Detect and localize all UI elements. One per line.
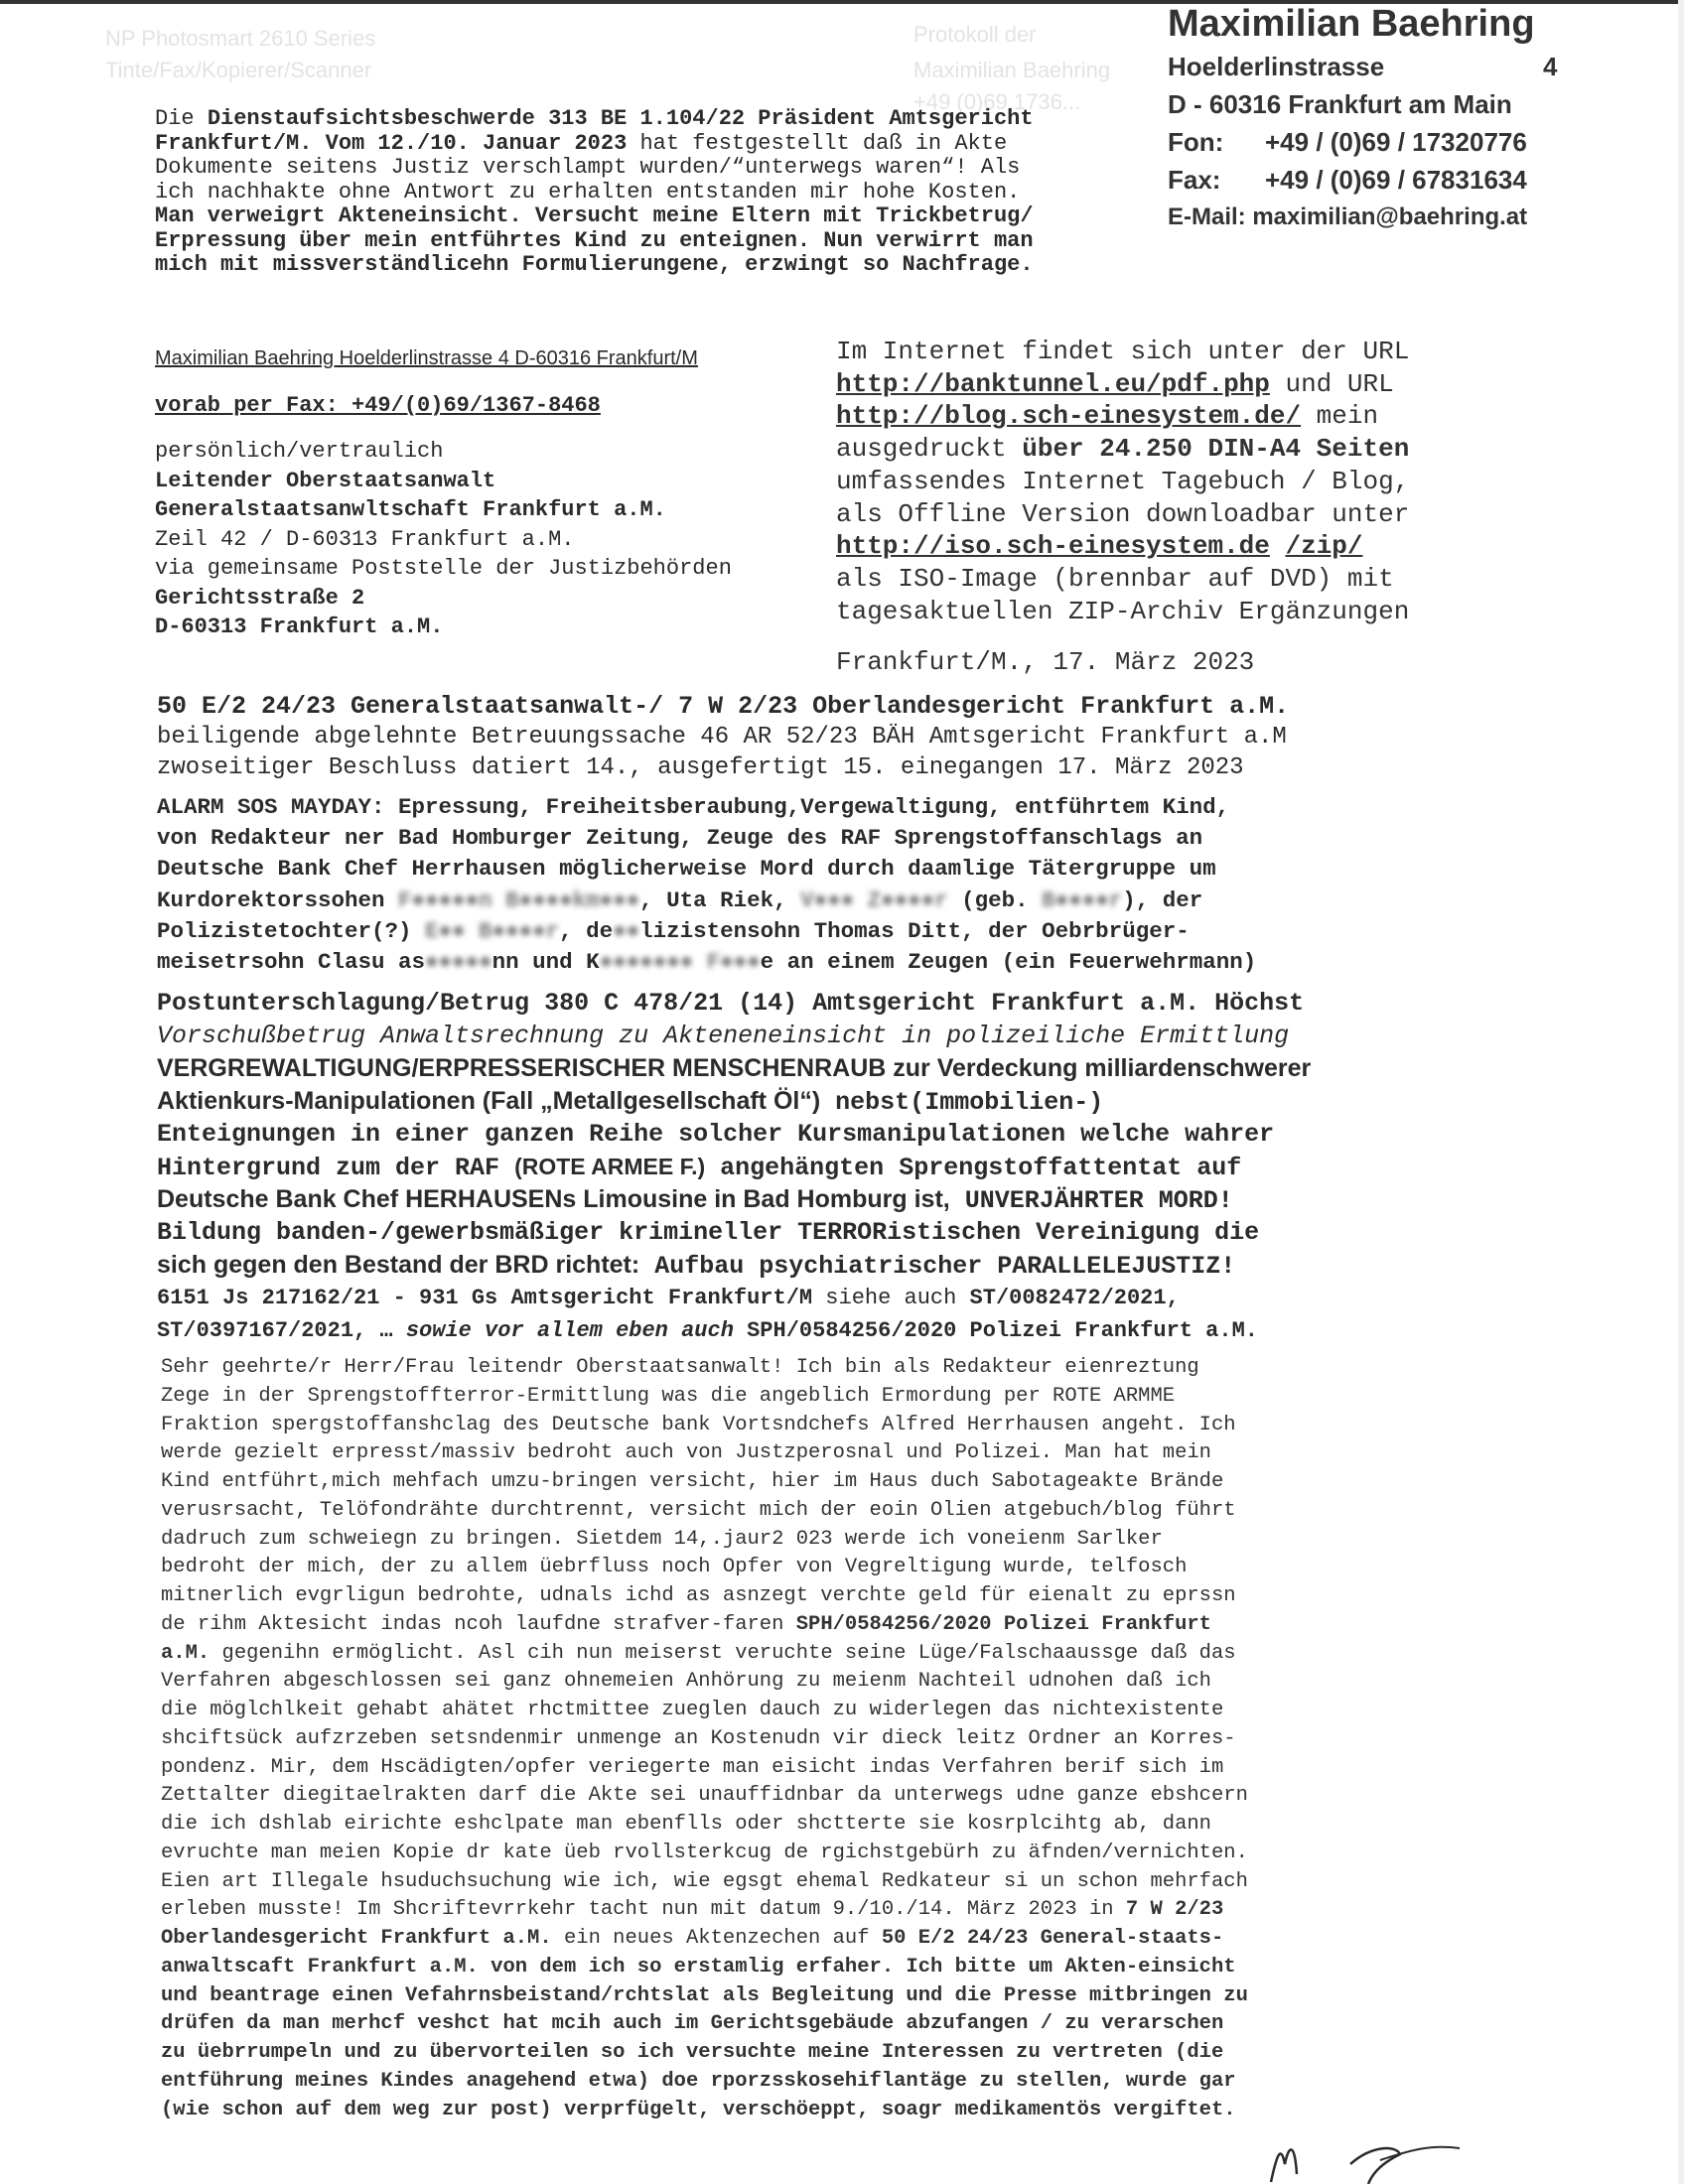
reference-line: 50 E/2 24/23 Generalstaatsanwalt-/ 7 W 2/23 Oberlandesgericht Frankfurt a.M. bbox=[157, 692, 1290, 721]
sender-line: Maximilian Baehring Hoelderlinstrasse 4 D-60316 Frankfurt/M bbox=[155, 347, 698, 369]
section-text: VERGREWALTIGUNG/ERPRESSERISCHER MENSCHENRAUB bbox=[157, 1054, 887, 1082]
section-text: angehängten Sprengstoffattentat auf bbox=[705, 1154, 1242, 1182]
alarm-text: e an einem Zeugen (ein Feuerwehrmann) bbox=[760, 949, 1257, 976]
section-text: Deutsche Bank Chef bbox=[157, 1185, 406, 1213]
address-line: Zeil 42 / D-60313 Frankfurt a.M. bbox=[155, 526, 575, 552]
intro-line bbox=[155, 107, 1158, 132]
redacted-name: ●● bbox=[613, 917, 640, 944]
intro-line bbox=[155, 253, 1158, 278]
body-text: gegenihn ermöglicht. Asl cih nun meiserst veruchte seine Lüge/Falschaaussge daß das bbox=[210, 1641, 1236, 1665]
reference-line: zwoseitiger Beschluss datiert 14., ausgefertigt 15. einegangen 17. März 2023 bbox=[157, 754, 1244, 781]
section-line bbox=[157, 1249, 1311, 1282]
intro-paragraph bbox=[155, 107, 1158, 278]
alarm-line bbox=[157, 916, 1256, 947]
body-line: pondenz. Mir, dem Hscädigten/opfer veriegerte man eisicht indas Verfahren berif sich im bbox=[161, 1755, 1224, 1779]
section-text: sowie vor allem eben auch bbox=[405, 1318, 734, 1343]
body-line: Verfahren abgeschlossen sei ganz ohnemeien Anhörung zu meienm Nachteil udnohen daß ich bbox=[161, 1670, 1211, 1694]
address-line: via gemeinsame Poststelle der Justizbehörden bbox=[155, 556, 732, 581]
section-text: sich gegen den Bestand der BRD richtet: bbox=[157, 1251, 640, 1279]
body-text: drüfen da man merhcf veshct hat mcih auch im Gerichtsgebäude abzufangen / zu verarschen bbox=[161, 2012, 1224, 2036]
section-text: SPH/0584256/2020 bbox=[733, 1318, 957, 1343]
letterhead-street bbox=[1168, 48, 1565, 85]
fax-label: Fax: bbox=[1168, 165, 1221, 195]
section-text: Polizei Frankfurt a.M. bbox=[956, 1318, 1258, 1343]
body-line bbox=[161, 2068, 1248, 2097]
section-text: nebst(Immobilien-) bbox=[820, 1088, 1104, 1117]
intro-text: mich mit missverständlicehn Formulierungene, erzwingt so Nachfrage. bbox=[155, 252, 1034, 277]
internet-block bbox=[836, 336, 1409, 627]
body-line: werde gezielt erpresst/massiv bedroht auch von Justzperosnal und Polizei. Man hat mein bbox=[161, 1441, 1211, 1465]
section-line: Enteignungen in einer ganzen Reihe solcher Kursmanipulationen welche wahrer bbox=[157, 1120, 1275, 1149]
body-line: verusrsacht, Telöfondrähte durchtrennt, versicht mich der eoin Olien atgebuch/blog führt bbox=[161, 1498, 1236, 1522]
body-line bbox=[161, 1982, 1248, 2011]
redacted-name: ●●●●● bbox=[425, 949, 492, 976]
body-line bbox=[161, 1611, 1248, 1640]
section-text: ST/0082472/2021, bbox=[969, 1286, 1180, 1310]
phone-label: Fon: bbox=[1168, 127, 1224, 157]
redacted-name: V●●● Z●●●●r bbox=[800, 887, 948, 913]
url-link[interactable]: http://banktunnel.eu/pdf.php bbox=[836, 368, 1270, 399]
body-text: SPH/0584256/2020 Polizei Frankfurt bbox=[795, 1612, 1211, 1636]
body-line: evruchte man meien Kopie dr kate üeb rvollsterkcug de rgichstgebürh zu äfnden/vernichten. bbox=[161, 1841, 1248, 1864]
alarm-line bbox=[157, 947, 1256, 978]
body-line bbox=[161, 2010, 1248, 2039]
section-line: Bildung banden-/gewerbsmäßiger krimineller TERRORistischen Vereinigung die bbox=[157, 1218, 1260, 1247]
redacted-name: B●●●●r bbox=[1042, 887, 1123, 913]
intro-line bbox=[155, 229, 1158, 254]
intro-text: Frankfurt/M. Vom 12./10. Januar 2023 bbox=[155, 130, 628, 156]
body-text: anwaltscaft Frankfurt a.M. von dem ich so erstamlig erfaher. Ich bitte um Akten-einsicht bbox=[161, 1955, 1236, 1979]
body-line: Sehr geehrte/r Herr/Frau leitendr Oberstaatsanwalt! Ich bin als Redakteur eienreztung bbox=[161, 1356, 1199, 1379]
alarm-text: lizistensohn Thomas Ditt, der Oebrbrüger- bbox=[639, 917, 1190, 944]
street: Hoelderlinstrasse bbox=[1168, 52, 1385, 81]
url-link[interactable]: /zip/ bbox=[1285, 531, 1363, 562]
alarm-line: ALARM SOS MAYDAY: Epressung, Freiheitsberaubung,Vergewaltigung, entführtem Kind, bbox=[157, 794, 1230, 820]
intro-text: hat festgestellt daß in Akte bbox=[627, 130, 1008, 156]
web-line bbox=[836, 400, 1409, 433]
body-line bbox=[161, 2039, 1248, 2068]
alarm-text: ), der bbox=[1122, 887, 1203, 913]
body-line: die möglchlkeit gehabt ahätet rhctmittee zueglen dauch zu widerlegen das nichtexistente bbox=[161, 1699, 1224, 1721]
case-section bbox=[157, 987, 1311, 1347]
body-text: erleben musste! Im Shcriftevrrkehr tacht nun mit datum 9./10./14. März 2023 in bbox=[161, 1898, 1126, 1922]
address-line: Gerichtsstraße 2 bbox=[155, 585, 365, 611]
alarm-text: , de bbox=[559, 917, 614, 944]
section-line bbox=[157, 1314, 1311, 1347]
section-text: Postunterschlagung/Betrug 380 C 478/21 (14) Amtsgericht Frankfurt a.M. bbox=[157, 989, 1200, 1018]
intro-text: Die bbox=[155, 106, 208, 131]
body-text: 7 W 2/23 bbox=[1125, 1898, 1224, 1922]
body-line bbox=[161, 1925, 1248, 1954]
intro-line bbox=[155, 205, 1158, 229]
section-text: UNVERJÄHRTER MORD! bbox=[949, 1186, 1233, 1215]
url-link[interactable]: http://blog.sch-einesystem.de/ bbox=[836, 401, 1302, 432]
alarm-text: Polizistetochter(?) bbox=[157, 917, 426, 944]
section-text: HERHAUSENs Limousine in Bad Homburg ist, bbox=[405, 1185, 950, 1213]
bleed-through-text: Tinte/Fax/Kopierer/Scanner bbox=[105, 58, 372, 82]
body-text: entführung meines Kindes anagehend etwa) doe rporzsskosehiflantäge zu stellen, wurde gar bbox=[161, 2069, 1236, 2093]
body-text: und beantrage einen Vefahrnsbeistand/rchtslat als Begleitung und die Presse mitbringen zu bbox=[161, 1983, 1248, 2007]
redacted-name: F●●●●●n B●●●●km●●● bbox=[398, 887, 640, 913]
body-text: a.M. bbox=[161, 1641, 210, 1665]
section-text: zur Verdeckung milliardenschwerer bbox=[886, 1054, 1312, 1082]
letterhead bbox=[1168, 0, 1565, 236]
body-line: shciftsück aufzrzeben setsndenmir unmenge an Kostenudn vir dieck leitz Ordner an Korres- bbox=[161, 1726, 1236, 1750]
alarm-line bbox=[157, 886, 1256, 916]
intro-line bbox=[155, 181, 1158, 205]
letterhead-city: D - 60316 Frankfurt am Main bbox=[1168, 89, 1512, 119]
reference-line: beiligende abgelehnte Betreuungssache 46 AR 52/23 BÄH Amtsgericht Frankfurt a.M bbox=[157, 724, 1287, 751]
web-line: als Offline Version downloadbar unter bbox=[836, 498, 1410, 529]
bleed-through-text: NP Photosmart 2610 Series bbox=[105, 26, 376, 51]
letterhead-phone bbox=[1168, 123, 1565, 161]
letter-body bbox=[161, 1354, 1248, 2124]
alarm-line: Deutsche Bank Chef Herrhausen möglicherweise Mord durch daamlige Tätergruppe um bbox=[157, 856, 1216, 883]
body-text: ein neues Aktenzechen auf bbox=[551, 1927, 882, 1950]
web-text: ausgedruckt bbox=[836, 434, 1023, 465]
section-line bbox=[157, 1151, 1311, 1183]
body-text: Oberlandesgericht Frankfurt a.M. bbox=[161, 1927, 552, 1950]
bleed-through-text: +49 (0)69 1736... bbox=[913, 89, 1081, 114]
address-line: persönlich/vertraulich bbox=[155, 439, 444, 464]
alarm-line: von Redakteur ner Bad Homburger Zeitung, Zeuge des RAF Sprengstoffanschlags an bbox=[157, 825, 1203, 852]
body-line bbox=[161, 1896, 1248, 1925]
letterhead-name: Maximilian Baehring bbox=[1168, 3, 1535, 45]
url-link[interactable]: http://iso.sch-einesystem.de bbox=[836, 531, 1270, 562]
section-line: Vorschußbetrug Anwaltsrechnung zu Akteneneinsicht in polizeiliche Ermittlung bbox=[157, 1022, 1290, 1050]
web-line bbox=[836, 530, 1409, 563]
section-text: Höchst bbox=[1199, 989, 1305, 1018]
section-text: Aktienkurs-Manipulationen (Fall „Metallgesellschaft Öl“) bbox=[157, 1087, 821, 1115]
handwritten-signature bbox=[1261, 2124, 1559, 2184]
intro-text: ich nachhakte ohne Antwort zu erhalten entstanden mir hohe Kosten. bbox=[155, 179, 1021, 205]
body-line bbox=[161, 1640, 1248, 1669]
redacted-name: E●● B●●●●r bbox=[425, 917, 560, 944]
recipient-address bbox=[155, 437, 732, 642]
phone-number: +49 / (0)69 / 17320776 bbox=[1265, 127, 1527, 157]
section-text: 6151 Js 217162/21 - 931 Gs Amtsgericht Frankfurt/M bbox=[157, 1286, 813, 1310]
letterhead-email: E-Mail: maximilian@baehring.at bbox=[1168, 204, 1528, 230]
web-line: tagesaktuellen ZIP-Archiv Ergänzungen bbox=[836, 596, 1410, 626]
house-number: 4 bbox=[1543, 52, 1558, 81]
address-line: Leitender Oberstaatsanwalt bbox=[155, 468, 496, 493]
alarm-text: , Uta Riek, bbox=[639, 887, 801, 913]
body-text: de rihm Aktesicht indas ncoh laufdne strafver-faren bbox=[161, 1612, 796, 1636]
body-line: Zege in der Sprengstoffterror-Ermittlung was die angeblich Ermordung per ROTE ARMME bbox=[161, 1384, 1176, 1408]
body-text: (wie schon auf dem weg zur post) verprfügelt, verschöeppt, soagr medikamentös vergiftet. bbox=[161, 2098, 1236, 2121]
web-line: Im Internet findet sich unter der URL bbox=[836, 337, 1410, 366]
letter-date: Frankfurt/M., 17. März 2023 bbox=[836, 647, 1255, 677]
web-line: umfassendes Internet Tagebuch / Blog, bbox=[836, 466, 1410, 496]
web-text: mein bbox=[1301, 401, 1379, 432]
intro-text: Dienstaufsichtsbeschwerde 313 BE 1.104/22 Präsident Amtsgericht bbox=[207, 106, 1034, 131]
alarm-text: meisetrsohn Clasu as bbox=[157, 949, 426, 976]
body-line: bedroht der mich, der zu allem üebrfluss noch Opfer von Vegreltigung wurde, telfosch bbox=[161, 1556, 1188, 1579]
bleed-through-text: Maximilian Baehring bbox=[913, 58, 1111, 82]
section-text: ST/0397167/2021, … bbox=[157, 1318, 406, 1343]
address-line: D-60313 Frankfurt a.M. bbox=[155, 614, 444, 639]
section-line bbox=[157, 1183, 1311, 1216]
section-text: siehe auch bbox=[812, 1286, 970, 1310]
alarm-text: (geb. bbox=[947, 887, 1043, 913]
intro-line bbox=[155, 132, 1158, 157]
body-line bbox=[161, 1954, 1248, 1982]
fax-line: vorab per Fax: +49/(0)69/1367-8468 bbox=[155, 393, 601, 418]
intro-text: Dokumente seitens Justiz verschlampt wurden/“unterwegs waren“! Als bbox=[155, 155, 1021, 180]
page-count: über 24.250 DIN-A4 Seiten bbox=[1022, 434, 1410, 465]
body-line bbox=[161, 2097, 1248, 2125]
section-text: (ROTE ARMEE F.) bbox=[514, 1154, 706, 1179]
alarm-block bbox=[157, 792, 1256, 978]
body-line: die ich dshlab eirichte eshclpate man ebenflls oder shctterte sie kosrplcihtg ab, dann bbox=[161, 1813, 1211, 1836]
intro-text: Erpressung über mein entführtes Kind zu enteignen. Nun verwirrt man bbox=[155, 227, 1034, 253]
web-text: und URL bbox=[1269, 368, 1394, 399]
section-line bbox=[157, 987, 1311, 1020]
body-text: zu üebrrumpeln und zu übervorteilen so ich versuchte meine Interessen zu vertreten (die bbox=[161, 2041, 1224, 2064]
intro-line bbox=[155, 156, 1158, 181]
body-line: dadruch zum schweiegn zu bringen. Sietdem 14,.jaur2 023 werde ich voneienm Sarlker bbox=[161, 1527, 1163, 1551]
body-line: Kind entführt,mich mehfach umzu-bringen versicht, hier im Haus duch Sabotageakte Brände bbox=[161, 1470, 1224, 1493]
web-line bbox=[836, 433, 1409, 466]
section-text: Hintergrund zum der RAF bbox=[157, 1154, 515, 1182]
section-text: Aufbau psychiatrischer PARALLELEJUSTIZ! bbox=[639, 1252, 1236, 1281]
body-line: Zettalter diegitaelrakten darf die Akte sei unauffidnbar da unterwegs udne ganze ebshcern bbox=[161, 1784, 1248, 1808]
fax-number: +49 / (0)69 / 67831634 bbox=[1265, 165, 1527, 195]
alarm-text: Kurdorektorssohen bbox=[157, 887, 399, 913]
body-line: Fraktion spergstoffanshclag des Deutsche bank Vortsndchefs Alfred Herrhausen angeht. Ich bbox=[161, 1413, 1236, 1436]
section-line bbox=[157, 1282, 1311, 1314]
redacted-name: ●●●●●●● F●●● bbox=[599, 949, 761, 976]
bleed-through-text: Protokoll der bbox=[913, 22, 1037, 47]
section-line bbox=[157, 1085, 1311, 1118]
web-line bbox=[836, 368, 1409, 401]
address-line: Generalstaatsanwltschaft Frankfurt a.M. bbox=[155, 497, 666, 522]
letterhead-fax bbox=[1168, 161, 1565, 199]
web-line: als ISO-Image (brennbar auf DVD) mit bbox=[836, 563, 1394, 594]
body-line: mitnerlich evgrligun bedrohte, udnals ichd as asnzegt verchte geld für eienalt zu eprssn bbox=[161, 1584, 1236, 1607]
intro-text: Man verweigrt Akteneinsicht. Versucht meine Eltern mit Trickbetrug/ bbox=[155, 204, 1034, 228]
body-line: Eien art Illegale hsuduchsuchung wie ich, wie egsgt ehemal Redkateur si un schon mehrfach bbox=[161, 1869, 1248, 1893]
scan-right-edge bbox=[1678, 0, 1684, 2184]
section-line bbox=[157, 1052, 1311, 1085]
body-text: 50 E/2 24/23 General-staats- bbox=[881, 1927, 1224, 1950]
alarm-text: nn und K bbox=[491, 949, 600, 976]
reference-block bbox=[157, 691, 1289, 783]
